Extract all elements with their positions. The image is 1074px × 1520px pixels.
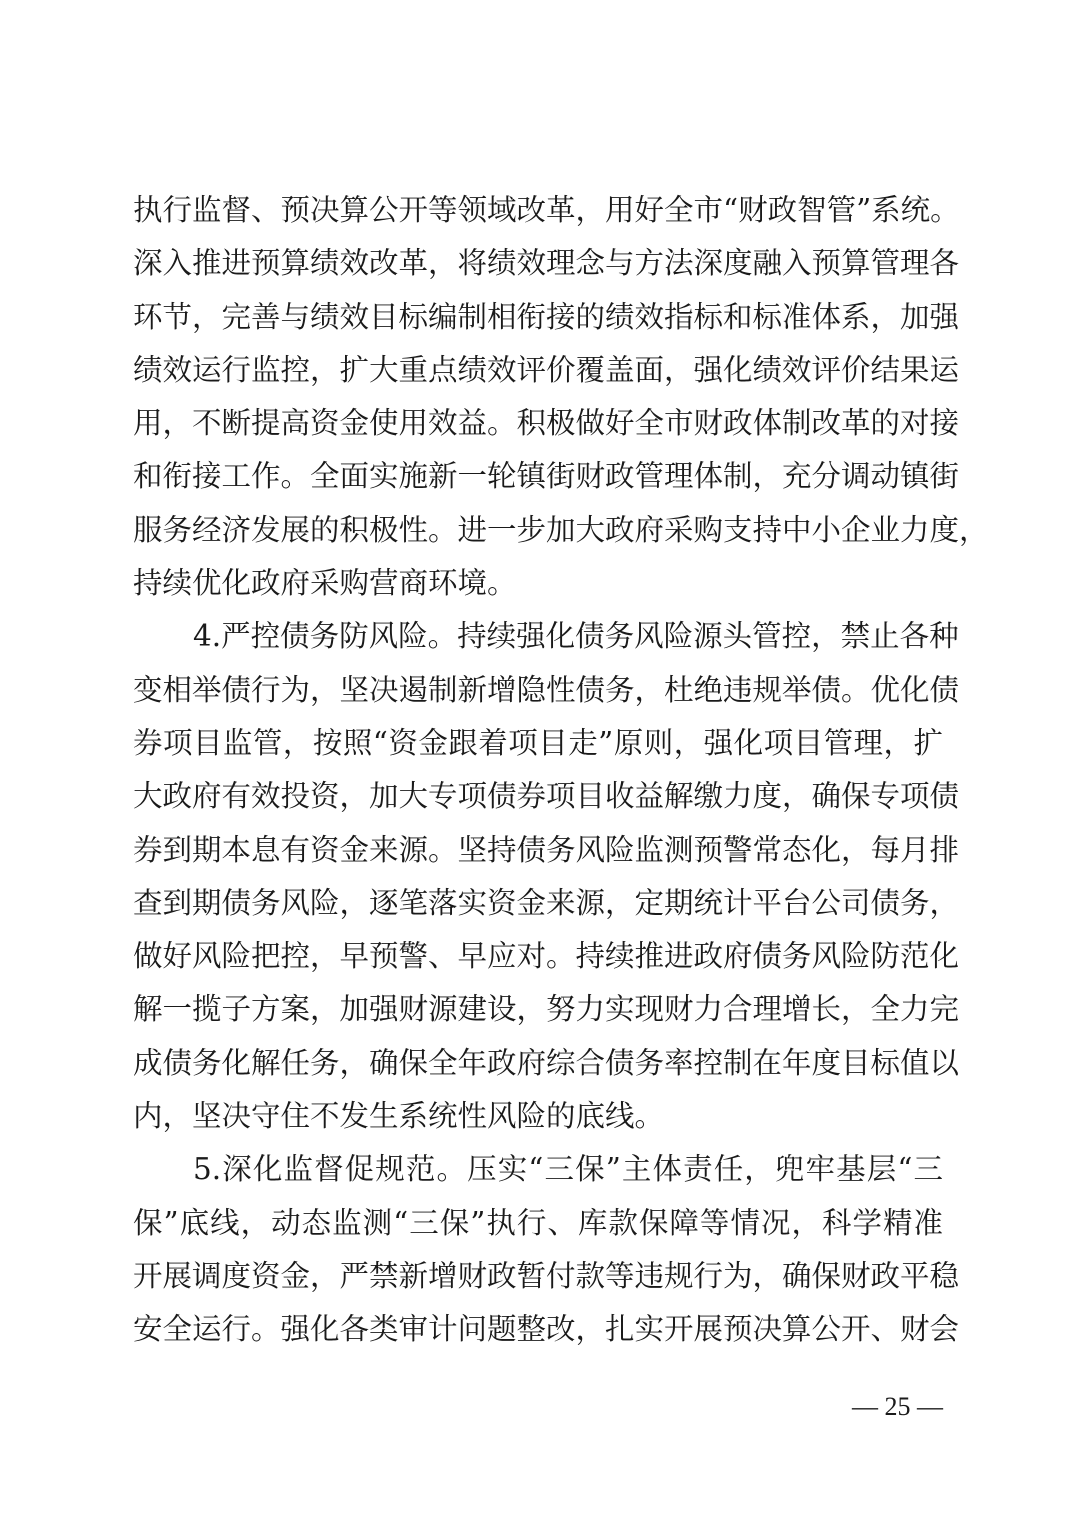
text-line: 持续优化政府采购营商环境。 (133, 566, 517, 601)
page-number-text: — 25 — (852, 1392, 943, 1421)
text-line: 绩效运行监控，扩大重点绩效评价覆盖面，强化绩效评价结果运 (133, 352, 960, 387)
text-line: 执行监督、预决算公开等领域改革，用好全市“财政智管”系统。 (133, 193, 960, 227)
text-line: 变相举债行为，坚决遏制新增隐性债务，杜绝违规举债。优化债 (133, 672, 960, 707)
text-line: 内，坚决守住不发生系统性风险的底线。 (133, 1099, 665, 1134)
text-line: 和衔接工作。全面实施新一轮镇街财政管理体制，充分调动镇街 (133, 459, 960, 494)
text-line: 用，不断提高资金使用效益。积极做好全市财政体制改革的对接 (133, 406, 960, 441)
section-4-heading-line: 4.严控债务防风险。持续强化债务风险源头管控，禁止各种 (193, 619, 959, 654)
document-body (133, 184, 989, 1357)
text-line: 券项目监管，按照“资金跟着项目走”原则，强化项目管理，扩 (133, 725, 943, 760)
page-number (0, 1387, 1074, 1427)
text-line: 大政府有效投资，加大专项债券项目收益解缴力度，确保专项债 (133, 779, 960, 814)
section-5-heading-line: 5.深化监督促规范。压实“三保”主体责任，兜牢基层“三 (193, 1152, 943, 1187)
text-line: 解一揽子方案，加强财源建设，努力实现财力合理增长，全力完 (133, 992, 960, 1027)
text-line: 开展调度资金，严禁新增财政暂付款等违规行为，确保财政平稳 (133, 1258, 960, 1293)
text-line: 安全运行。强化各类审计问题整改，扎实开展预决算公开、财会 (133, 1312, 960, 1347)
text-line: 券到期本息有资金来源。坚持债务风险监测预警常态化，每月排 (133, 832, 960, 867)
text-line: 环节，完善与绩效目标编制相衔接的绩效指标和标准体系，加强 (133, 299, 960, 334)
text-line: 服务经济发展的积极性。进一步加大政府采购支持中小企业力度， (133, 512, 989, 547)
text-line: 保”底线，动态监测“三保”执行、库款保障等情况，科学精准 (133, 1205, 943, 1240)
text-line: 深入推进预算绩效改革，将绩效理念与方法深度融入预算管理各 (133, 246, 960, 281)
text-line: 成债务化解任务，确保全年政府综合债务率控制在年度目标值以 (133, 1045, 960, 1080)
text-line: 做好风险把控，早预警、早应对。持续推进政府债务风险防范化 (133, 939, 960, 974)
text-line: 查到期债务风险，逐笔落实资金来源，定期统计平台公司债务， (133, 885, 960, 920)
